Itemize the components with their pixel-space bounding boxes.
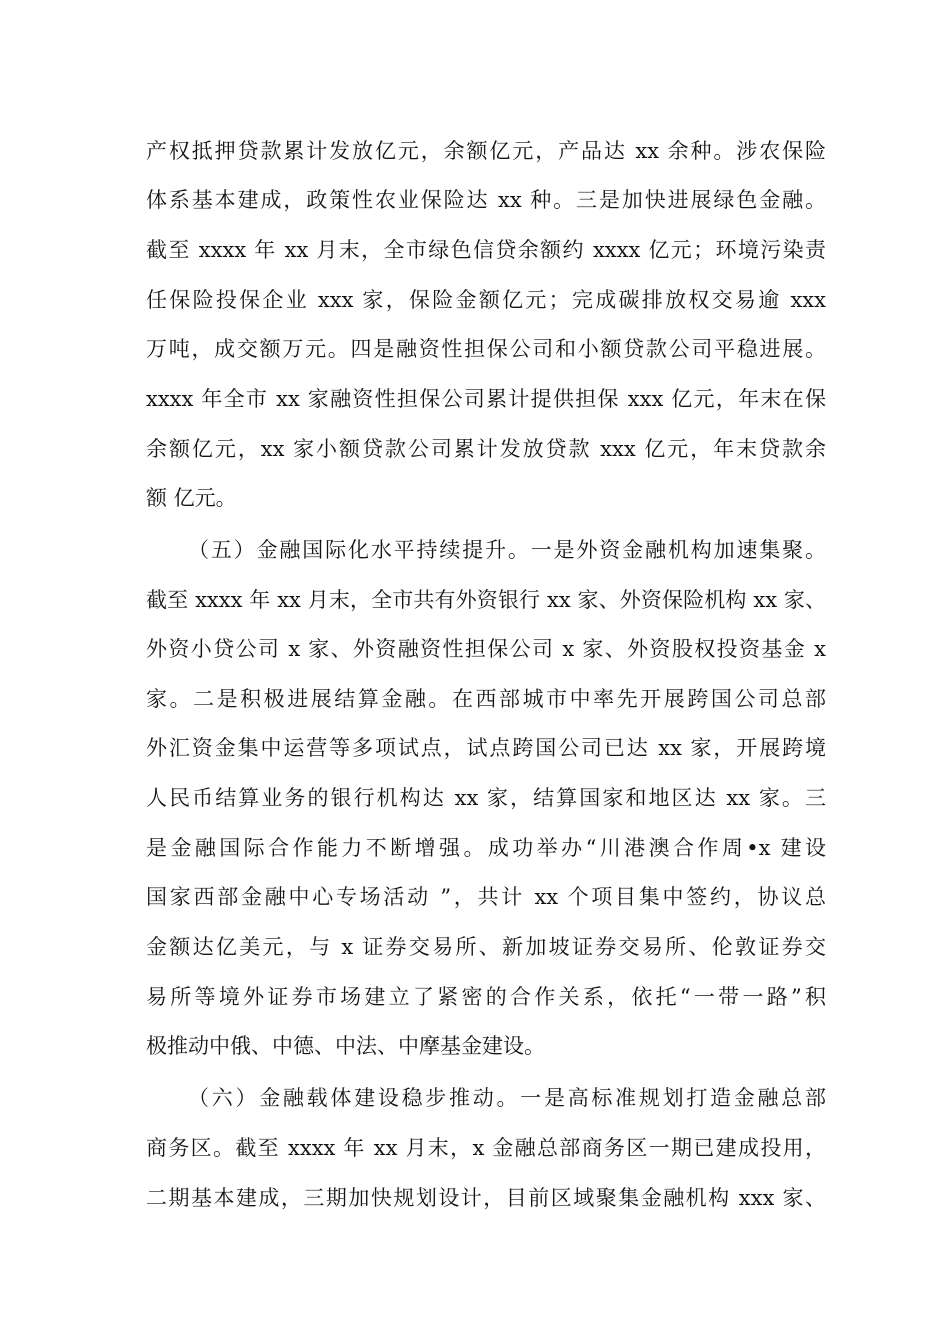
text-line: 家。二是积极进展结算金融。在西部城市中率先开展跨国公司总部 xyxy=(146,687,826,711)
text-line: 国家西部金融中心专场活动 ”，共计 xx 个项目集中签约，协议总 xyxy=(146,885,826,909)
text-line: 截至 xxxx 年 xx 月末，全市绿色信贷余额约 xxxx 亿元；环境污染责 xyxy=(146,238,826,262)
text-line: 外汇资金集中运营等多项试点，试点跨国公司已达 xx 家，开展跨境 xyxy=(146,736,826,760)
text-line: 任保险投保企业 xxx 家，保险金额亿元；完成碳排放权交易逾 xxx xyxy=(146,288,826,312)
text-line: 外资小贷公司 x 家、外资融资性担保公司 x 家、外资股权投资基金 x xyxy=(146,637,826,661)
text-line: 金额达亿美元，与 x 证券交易所、新加坡证券交易所、伦敦证券交 xyxy=(146,935,826,959)
text-line: 易所等境外证券市场建立了紧密的合作关系，依托“一带一路”积 xyxy=(146,985,826,1009)
section-heading-line: （五）金融国际化水平持续提升。一是外资金融机构加速集聚。 xyxy=(188,538,826,562)
text-line: 商务区。截至 xxxx 年 xx 月末，x 金融总部商务区一期已建成投用， xyxy=(146,1136,826,1160)
text-line: 人民币结算业务的银行机构达 xx 家，结算国家和地区达 xx 家。三 xyxy=(146,786,826,810)
text-line: 截至 xxxx 年 xx 月末，全市共有外资银行 xx 家、外资保险机构 xx 家、 xyxy=(146,588,826,612)
text-line: 是金融国际合作能力不断增强。成功举办“川港澳合作周•x 建设 xyxy=(146,836,826,860)
text-line: 体系基本建成，政策性农业保险达 xx 种。三是加快进展绿色金融。 xyxy=(146,188,826,212)
text-line: 余额亿元，xx 家小额贷款公司累计发放贷款 xxx 亿元，年末贷款余 xyxy=(146,437,826,461)
text-line: 额 亿元。 xyxy=(146,486,237,510)
text-line: 极推动中俄、中德、中法、中摩基金建设。 xyxy=(146,1034,545,1058)
text-line: 二期基本建成，三期加快规划设计，目前区域聚集金融机构 xxx 家、 xyxy=(146,1186,826,1210)
text-line: xxxx 年全市 xx 家融资性担保公司累计提供担保 xxx 亿元，年末在保 xyxy=(146,387,826,411)
section-heading-line: （六）金融载体建设稳步推动。一是高标准规划打造金融总部 xyxy=(188,1086,826,1110)
text-line: 产权抵押贷款累计发放亿元，余额亿元，产品达 xx 余种。涉农保险 xyxy=(146,139,826,163)
text-line: 万吨，成交额万元。四是融资性担保公司和小额贷款公司平稳进展。 xyxy=(146,337,826,361)
